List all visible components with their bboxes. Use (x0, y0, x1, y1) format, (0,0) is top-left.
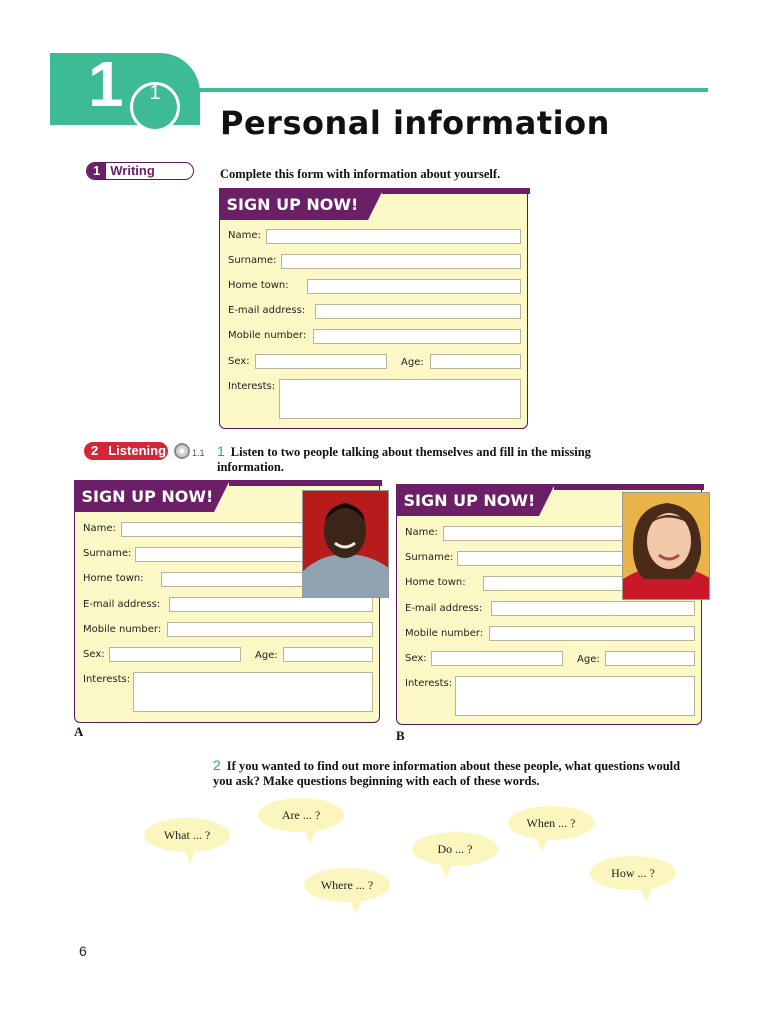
form-header (219, 188, 368, 220)
form-header-notch (214, 480, 230, 512)
form-header-notch (539, 484, 555, 516)
label-interests: Interests: (83, 674, 131, 685)
sex-field[interactable] (109, 647, 241, 662)
track-number: 1.1 (192, 448, 205, 458)
listening-instruction (217, 444, 657, 475)
email-field[interactable] (169, 597, 373, 612)
exercise-2-instruction (213, 758, 693, 789)
age-field[interactable] (283, 647, 373, 662)
exercise-number-2: 2 (213, 757, 221, 773)
label-age: Age: (401, 357, 424, 368)
age-field[interactable] (430, 354, 521, 369)
mobile-field[interactable] (489, 626, 695, 641)
label-hometown: Home town: (228, 280, 289, 291)
label-a: A (74, 724, 84, 739)
form-title: SIGN UP NOW! (226, 194, 359, 214)
label-email: E-mail address: (228, 305, 306, 316)
mobile-field[interactable] (167, 622, 373, 637)
interests-field[interactable] (455, 676, 695, 716)
label-sex: Sex: (228, 356, 250, 367)
label-name: Name: (405, 527, 438, 538)
label-email: E-mail address: (405, 603, 483, 614)
listening-badge-number: 2 (85, 443, 104, 459)
label-surname: Surname: (405, 552, 454, 563)
form-header (74, 480, 214, 512)
label-interests: Interests: (405, 678, 453, 689)
hometown-field[interactable] (307, 279, 521, 294)
unit-number: 1 (88, 48, 124, 120)
label-b: B (396, 728, 405, 743)
label-surname: Surname: (83, 548, 132, 559)
page-number: 6 (79, 943, 87, 959)
name-field[interactable] (266, 229, 521, 244)
label-hometown: Home town: (83, 573, 144, 584)
bubble-how: How ... ? (590, 856, 676, 890)
listening-badge (84, 442, 168, 460)
label-name: Name: (228, 230, 261, 241)
writing-badge-label: Writing (110, 163, 155, 178)
label-sex: Sex: (405, 653, 427, 664)
page-title: Personal information (220, 104, 610, 142)
label-surname: Surname: (228, 255, 277, 266)
person-a-photo (302, 490, 389, 598)
lesson-number: 1 (149, 82, 161, 104)
girl-portrait-icon (623, 493, 710, 600)
mobile-field[interactable] (313, 329, 521, 344)
bubble-where: Where ... ? (304, 868, 390, 902)
label-age: Age: (577, 654, 600, 665)
writing-instruction: Complete this form with information about yourself. (220, 167, 501, 181)
interests-field[interactable] (133, 672, 373, 712)
form-title: SIGN UP NOW! (403, 490, 536, 510)
bubble-when: When ... ? (508, 806, 594, 840)
form-header-bar (554, 484, 704, 490)
age-field[interactable] (605, 651, 695, 666)
label-mobile: Mobile number: (228, 330, 307, 341)
cd-icon (174, 443, 190, 459)
sex-field[interactable] (431, 651, 563, 666)
label-mobile: Mobile number: (405, 628, 484, 639)
email-field[interactable] (315, 304, 521, 319)
label-name: Name: (83, 523, 116, 534)
interests-field[interactable] (279, 379, 521, 419)
exercise-number-1: 1 (217, 443, 225, 459)
form-header-bar (382, 188, 530, 194)
email-field[interactable] (491, 601, 695, 616)
label-hometown: Home town: (405, 577, 466, 588)
signup-form-self (219, 188, 528, 429)
bubble-are: Are ... ? (258, 798, 344, 832)
label-sex: Sex: (83, 649, 105, 660)
bubble-what: What ... ? (144, 818, 230, 852)
form-title: SIGN UP NOW! (81, 486, 214, 506)
header-rule (195, 88, 708, 92)
exercise-2-text: If you wanted to find out more information about these people, what questions would you ask? Make questions beginning with each of these words. (213, 759, 681, 788)
listening-badge-label: Listening (108, 443, 167, 458)
surname-field[interactable] (281, 254, 521, 269)
label-age: Age: (255, 650, 278, 661)
form-header-bar (229, 480, 382, 486)
writing-badge (86, 162, 194, 180)
writing-badge-number: 1 (87, 163, 106, 179)
label-mobile: Mobile number: (83, 624, 162, 635)
person-b-photo (622, 492, 710, 600)
label-interests: Interests: (228, 381, 276, 392)
form-header (396, 484, 539, 516)
label-email: E-mail address: (83, 599, 161, 610)
exercise-1-text: Listen to two people talking about themselves and fill in the missing information. (217, 445, 591, 474)
bubble-do: Do ... ? (412, 832, 498, 866)
sex-field[interactable] (255, 354, 387, 369)
boy-portrait-icon (303, 491, 389, 598)
